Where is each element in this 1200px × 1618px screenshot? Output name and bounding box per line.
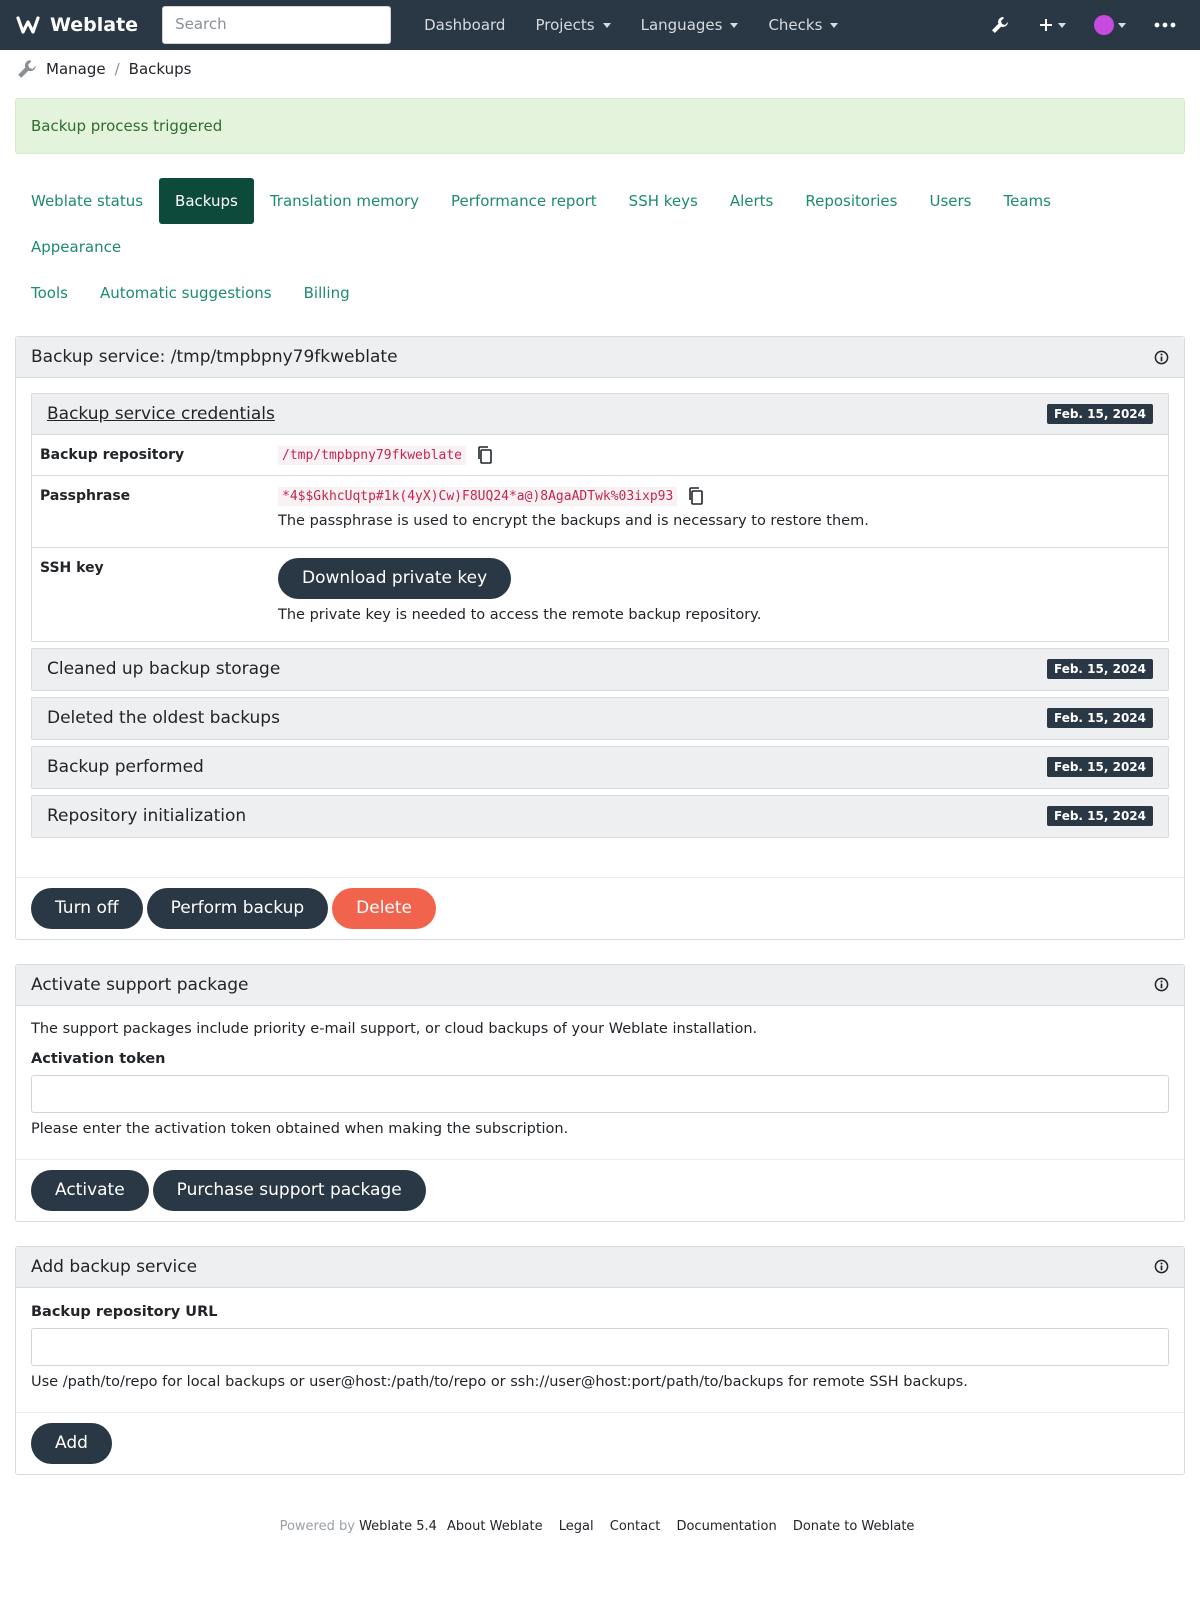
nav-dashboard-label: Dashboard (424, 16, 506, 34)
footer-contact-link[interactable]: Contact (609, 1518, 661, 1534)
support-body (16, 1006, 1184, 1159)
footer-documentation-link[interactable]: Documentation (676, 1518, 777, 1534)
nav-projects-label: Projects (535, 16, 595, 34)
log-entry[interactable] (31, 697, 1169, 740)
add-backup-body (16, 1288, 1184, 1412)
tab-weblate-status[interactable]: Weblate status (31, 192, 144, 210)
caret-down-icon (603, 23, 611, 28)
tab-tools[interactable]: Tools (31, 284, 68, 302)
repository-url-label: Backup repository URL (31, 1303, 218, 1320)
breadcrumb (0, 50, 1200, 88)
support-package-panel (15, 964, 1185, 1222)
nav-languages[interactable] (626, 16, 754, 34)
activation-token-help: Please enter the activation token obtained when making the subscription. (31, 1120, 569, 1137)
activate-button[interactable]: Activate (31, 1170, 149, 1211)
support-actions (16, 1159, 1184, 1221)
activation-token-label: Activation token (31, 1050, 166, 1067)
tab-performance-report[interactable]: Performance report (451, 192, 597, 210)
backup-service-panel (15, 336, 1185, 940)
caret-down-icon (1058, 23, 1066, 28)
nav-checks-label: Checks (768, 16, 823, 34)
support-title: Activate support package (31, 974, 249, 995)
nav-checks[interactable] (753, 16, 853, 34)
breadcrumb-current[interactable]: Backups (128, 60, 192, 78)
wrench-icon[interactable] (990, 15, 1010, 35)
tab-translation-memory[interactable]: Translation memory (269, 192, 420, 210)
date-badge: Feb. 15, 2024 (1047, 708, 1153, 728)
log-heading (32, 796, 1168, 837)
log-title: Repository initialization (47, 806, 247, 826)
date-badge: Feb. 15, 2024 (1047, 659, 1153, 679)
nav-projects[interactable] (520, 16, 625, 34)
ssh-key-label: SSH key (40, 559, 104, 576)
plus-icon (1038, 17, 1054, 33)
breadcrumb-manage[interactable]: Manage (46, 60, 106, 78)
breadcrumb-separator: / (114, 60, 120, 78)
log-entry[interactable] (31, 648, 1169, 691)
success-alert: Backup process triggered (15, 98, 1185, 154)
tab-teams[interactable]: Teams (1003, 192, 1051, 210)
tab-users[interactable]: Users (929, 192, 972, 210)
powered-by-label: Powered by (279, 1518, 355, 1534)
tab-automatic-suggestions[interactable]: Automatic suggestions (99, 284, 272, 302)
brand[interactable] (14, 11, 138, 39)
repository-url-input[interactable] (31, 1328, 1169, 1366)
nav-links (409, 16, 853, 34)
credentials-title[interactable]: Backup service credentials (47, 404, 275, 424)
ssh-key-help: The private key is needed to access the remote backup repository. (278, 606, 762, 623)
backup-service-heading (16, 337, 1184, 378)
perform-backup-button[interactable]: Perform backup (147, 888, 329, 929)
log-title: Backup performed (47, 757, 204, 777)
support-heading (16, 965, 1184, 1006)
backup-service-body (16, 378, 1184, 877)
passphrase-value: *4$$GkhcUqtp#1k(4yX)Cw)F8UQ24*a@)8AgaADTwk%03ixp93 (278, 487, 677, 506)
repository-value-cell (278, 435, 1168, 475)
backup-service-title: Backup service: /tmp/tmpbpny79fkweblate (31, 347, 398, 367)
log-heading (32, 649, 1168, 690)
ssh-key-row (32, 548, 1168, 641)
caret-down-icon (830, 23, 838, 28)
passphrase-row (32, 476, 1168, 548)
add-button[interactable]: Add (31, 1423, 112, 1464)
repository-row (32, 435, 1168, 476)
activation-token-input[interactable] (31, 1075, 1169, 1113)
log-entry[interactable] (31, 746, 1169, 789)
copy-icon[interactable] (477, 446, 493, 464)
delete-button[interactable]: Delete (332, 888, 436, 929)
log-title: Cleaned up backup storage (47, 659, 281, 679)
more-icon[interactable] (1154, 22, 1176, 28)
download-private-key-button[interactable]: Download private key (278, 558, 511, 599)
nav-dashboard[interactable] (409, 16, 520, 34)
repository-value: /tmp/tmpbpny79fkweblate (278, 446, 466, 465)
add-backup-heading (16, 1247, 1184, 1288)
add-backup-panel (15, 1246, 1185, 1475)
nav-right (990, 0, 1176, 50)
passphrase-label: Passphrase (40, 488, 131, 504)
wrench-icon (16, 58, 38, 80)
tab-alerts[interactable]: Alerts (729, 192, 774, 210)
add-menu[interactable] (1038, 17, 1066, 33)
passphrase-help: The passphrase is used to encrypt the backups and is necessary to restore them. (278, 512, 869, 529)
passphrase-value-cell (278, 476, 1168, 547)
tabs-row-2 (15, 270, 1185, 316)
footer-about-link[interactable]: About Weblate (447, 1518, 543, 1534)
search-input[interactable]: Search (162, 6, 391, 44)
caret-down-icon (1118, 23, 1126, 28)
info-icon[interactable] (1154, 1259, 1169, 1274)
date-badge: Feb. 15, 2024 (1047, 404, 1153, 424)
date-badge: Feb. 15, 2024 (1047, 757, 1153, 777)
credentials-heading[interactable] (32, 394, 1168, 435)
log-title: Deleted the oldest backups (47, 708, 280, 728)
avatar (1094, 15, 1114, 35)
add-backup-title: Add backup service (31, 1256, 198, 1277)
date-badge: Feb. 15, 2024 (1047, 806, 1153, 826)
tab-appearance[interactable]: Appearance (31, 238, 122, 256)
tab-backups[interactable]: Backups (159, 178, 254, 224)
tab-repositories[interactable]: Repositories (805, 192, 898, 210)
log-heading (32, 747, 1168, 788)
manage-tabs (0, 154, 1200, 316)
weblate-logo-icon (14, 11, 42, 39)
turn-off-button[interactable]: Turn off (31, 888, 143, 929)
footer-legal-link[interactable]: Legal (558, 1518, 594, 1534)
info-icon[interactable] (1154, 350, 1169, 365)
purchase-support-button[interactable]: Purchase support package (153, 1170, 426, 1211)
tab-ssh-keys[interactable]: SSH keys (628, 192, 698, 210)
caret-down-icon (730, 23, 738, 28)
copy-icon[interactable] (688, 487, 704, 505)
nav-languages-label: Languages (640, 16, 723, 34)
repository-label: Backup repository (40, 447, 185, 463)
user-menu[interactable] (1094, 15, 1126, 35)
ssh-key-value-cell (278, 548, 1168, 641)
info-icon[interactable] (1154, 977, 1169, 992)
tab-billing[interactable]: Billing (303, 284, 350, 302)
page-footer (0, 1519, 1200, 1534)
credentials-panel (31, 393, 1169, 642)
footer-donate-link[interactable]: Donate to Weblate (792, 1518, 915, 1534)
add-backup-actions (16, 1412, 1184, 1474)
backup-service-actions (16, 877, 1184, 939)
log-entry[interactable] (31, 795, 1169, 838)
support-description: The support packages include priority e-mail support, or cloud backups of your Weblate installation. (31, 1020, 758, 1037)
top-navbar (0, 0, 1200, 50)
footer-version-link[interactable]: Weblate 5.4 (359, 1518, 437, 1534)
brand-name: Weblate (50, 14, 139, 36)
repository-url-help: Use /path/to/repo for local backups or user@host:/path/to/repo or ssh://user@host:port/path/to/backups for remote SSH backups. (31, 1373, 968, 1390)
log-heading (32, 698, 1168, 739)
